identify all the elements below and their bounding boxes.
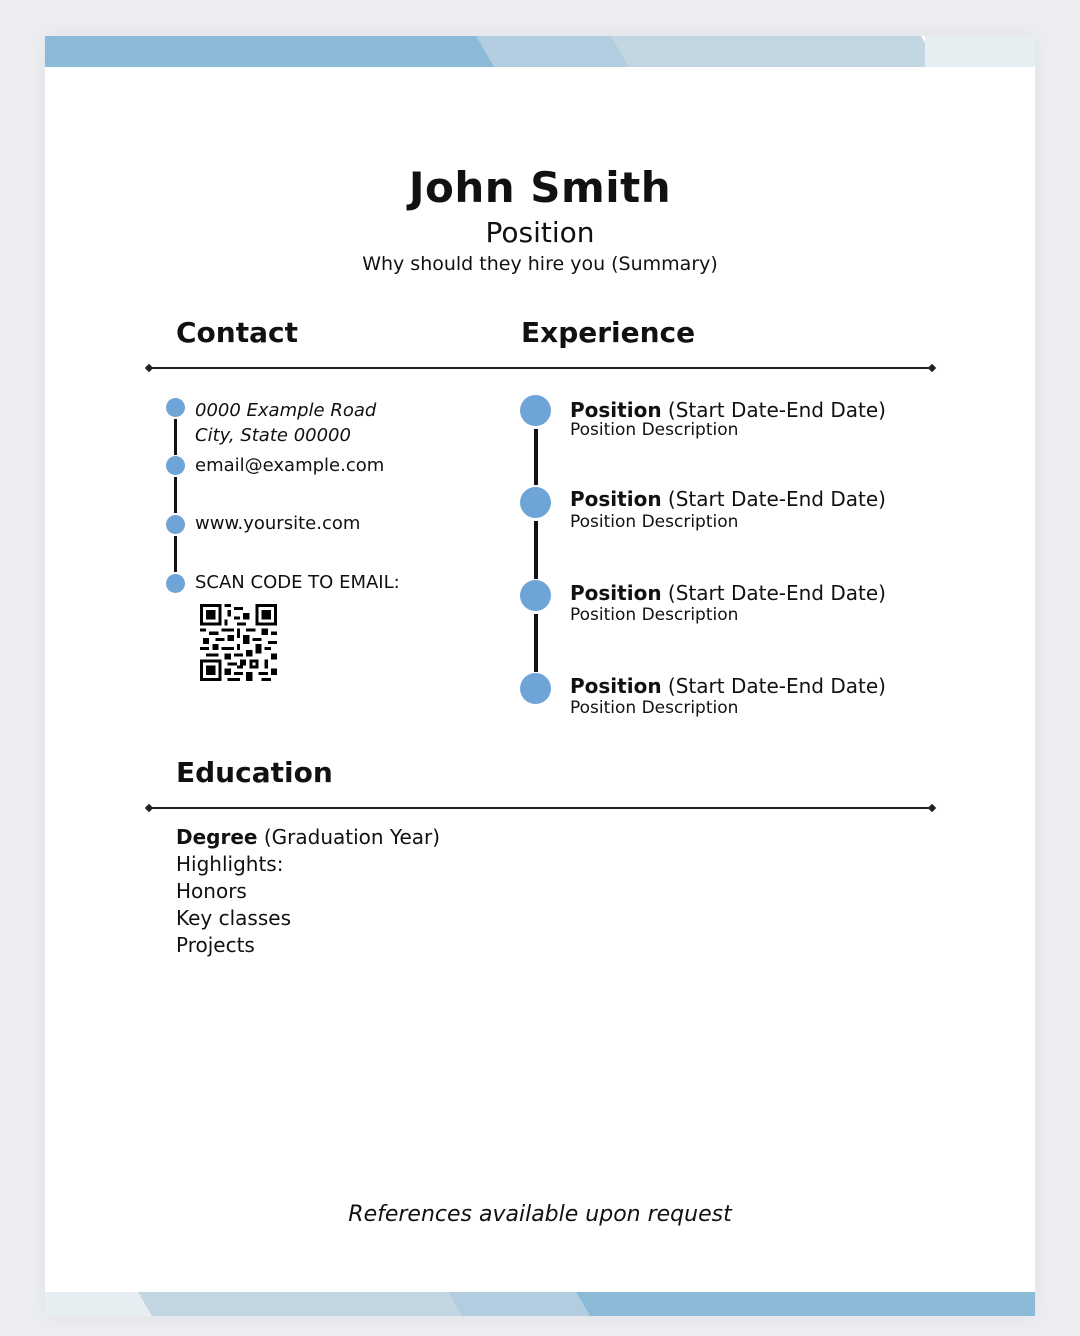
experience-heading xyxy=(570,581,886,605)
experience-description: Position Description xyxy=(570,420,739,440)
contact-connector xyxy=(174,419,177,455)
resume-header xyxy=(45,164,1035,276)
experience-heading xyxy=(570,398,886,422)
qr-code-icon[interactable] xyxy=(200,604,277,681)
candidate-summary: Why should they hire you (Summary) xyxy=(362,253,718,275)
education-degree-line xyxy=(176,824,440,851)
experience-bullet xyxy=(520,487,551,518)
contact-email[interactable]: email@example.com xyxy=(195,455,385,476)
top-decorative-band xyxy=(45,36,1035,67)
education-graduation: (Graduation Year) xyxy=(263,825,441,849)
education-degree: Degree xyxy=(176,825,258,849)
contact-title: Contact xyxy=(176,316,298,349)
experience-dates: (Start Date-End Date) xyxy=(667,581,886,605)
experience-dates: (Start Date-End Date) xyxy=(667,398,886,422)
experience-connector xyxy=(534,614,538,672)
contact-bullet xyxy=(166,515,185,534)
experience-bullet xyxy=(520,395,551,426)
education-line: Key classes xyxy=(176,906,291,930)
experience-heading xyxy=(570,487,886,511)
experience-position: Position xyxy=(570,581,662,605)
experience-title: Experience xyxy=(521,316,696,349)
education-line: Highlights: xyxy=(176,852,284,876)
experience-bullet xyxy=(520,580,551,611)
bottom-decorative-band xyxy=(45,1292,1035,1316)
resume-page xyxy=(45,36,1035,1316)
education-title: Education xyxy=(176,756,333,789)
experience-heading xyxy=(570,674,886,698)
experience-dates: (Start Date-End Date) xyxy=(667,674,886,698)
experience-bullet xyxy=(520,673,551,704)
address-line-2: City, State 00000 xyxy=(195,425,351,446)
section-divider xyxy=(148,807,933,809)
experience-connector xyxy=(534,429,538,485)
contact-connector xyxy=(174,536,177,572)
candidate-position: Position xyxy=(485,216,595,249)
contact-website[interactable]: www.yoursite.com xyxy=(195,513,361,534)
experience-position: Position xyxy=(570,674,662,698)
contact-bullet xyxy=(166,574,185,593)
experience-description: Position Description xyxy=(570,512,739,532)
address-line-1: 0000 Example Road xyxy=(195,400,377,421)
references-note: References available upon request xyxy=(348,1202,732,1227)
experience-description: Position Description xyxy=(570,698,739,718)
education-line: Projects xyxy=(176,933,255,957)
experience-position: Position xyxy=(570,487,662,511)
education-line: Honors xyxy=(176,879,247,903)
candidate-name: John Smith xyxy=(408,163,672,212)
experience-connector xyxy=(534,521,538,579)
section-divider xyxy=(148,367,933,369)
contact-bullet xyxy=(166,398,185,417)
experience-position: Position xyxy=(570,398,662,422)
contact-connector xyxy=(174,477,177,513)
experience-dates: (Start Date-End Date) xyxy=(667,487,886,511)
scan-code-label: SCAN CODE TO EMAIL: xyxy=(195,572,400,593)
education-details xyxy=(176,824,440,959)
experience-description: Position Description xyxy=(570,605,739,625)
contact-bullet xyxy=(166,456,185,475)
